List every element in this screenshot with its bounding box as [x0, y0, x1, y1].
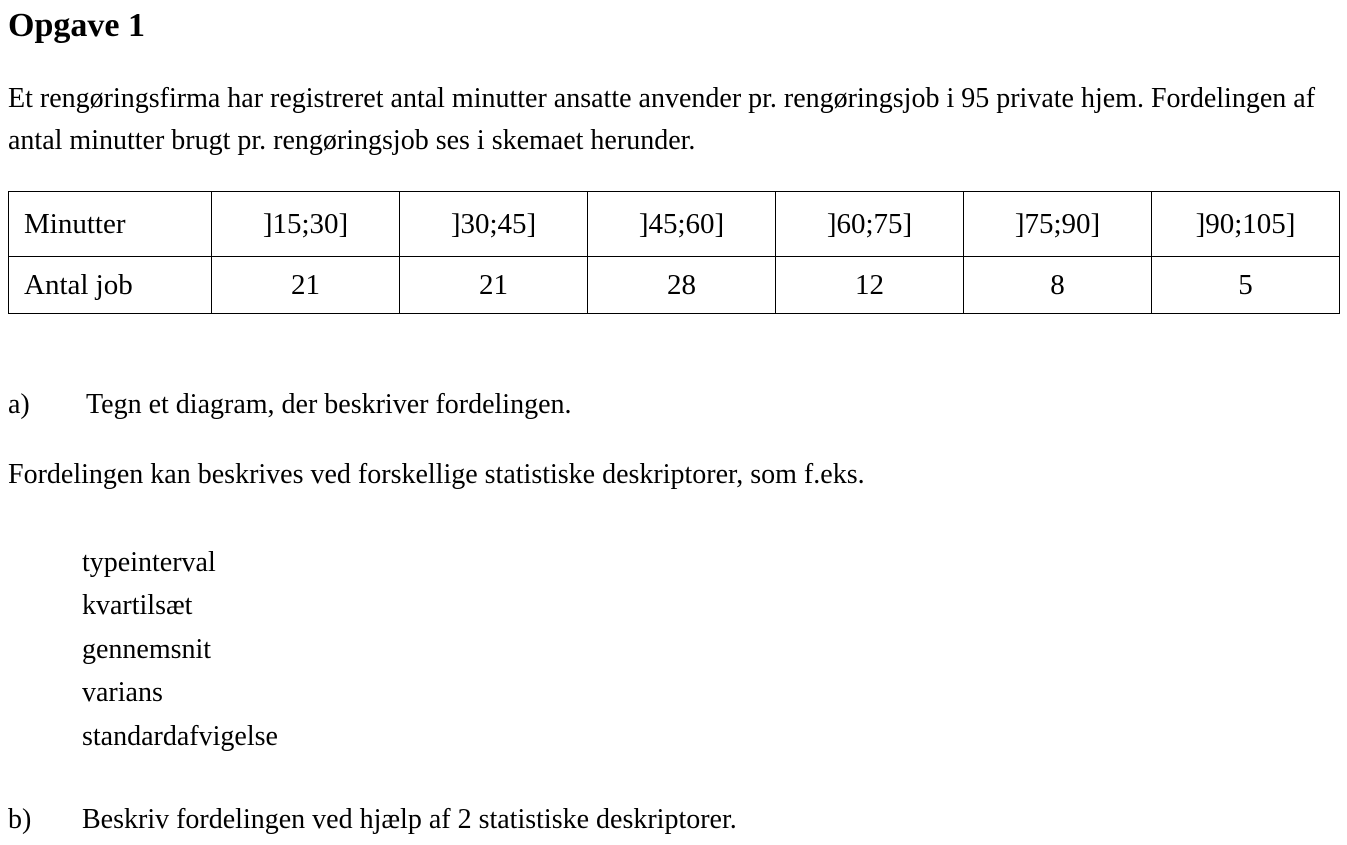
count-cell: 8: [964, 257, 1152, 314]
row-header-count: Antal job: [9, 257, 212, 314]
count-cell: 12: [776, 257, 964, 314]
count-cell: 28: [588, 257, 776, 314]
question-a-label: a): [8, 389, 30, 420]
list-item: standardafvigelse: [82, 720, 278, 752]
count-cell: 5: [1152, 257, 1340, 314]
question-b: [8, 800, 737, 840]
count-cell: 21: [400, 257, 588, 314]
descriptor-list: [82, 541, 278, 758]
table-row-counts: [9, 257, 1340, 314]
question-b-label: b): [8, 804, 32, 835]
interval-cell: ]75;90]: [964, 192, 1152, 257]
question-b-text: Beskriv fordelingen ved hjælp af 2 statistiske deskriptorer.: [82, 804, 737, 835]
interval-cell: ]60;75]: [776, 192, 964, 257]
question-a: [8, 385, 572, 425]
interval-cell: ]45;60]: [588, 192, 776, 257]
list-item: varians: [82, 677, 163, 709]
frequency-table: [8, 191, 1340, 314]
table-row-minutes: [9, 192, 1340, 257]
list-item: kvartilsæt: [82, 590, 193, 622]
interval-cell: ]90;105]: [1152, 192, 1340, 257]
descriptors-intro: Fordelingen kan beskrives ved forskellige statistiske deskriptorer, som f.eks.: [8, 459, 865, 490]
interval-cell: ]15;30]: [212, 192, 400, 257]
count-cell: 21: [212, 257, 400, 314]
question-a-text: Tegn et diagram, der beskriver fordelingen.: [86, 389, 572, 420]
list-item: gennemsnit: [82, 633, 212, 665]
page-title: Opgave 1: [8, 7, 145, 44]
interval-cell: ]30;45]: [400, 192, 588, 257]
row-header-minutes: Minutter: [9, 192, 212, 257]
list-item: typeinterval: [82, 547, 216, 578]
intro-paragraph: Et rengøringsfirma har registreret antal minutter ansatte anvender pr. rengøringsjob i 95 private hjem. Fordelingen af antal minutter brugt pr. rengøringsjob ses i skemaet herunder.: [8, 83, 1316, 156]
